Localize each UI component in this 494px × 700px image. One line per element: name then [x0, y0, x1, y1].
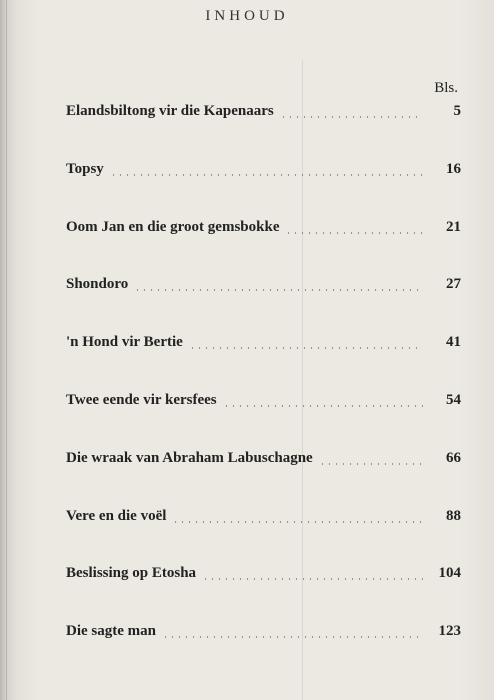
dot-leader — [110, 174, 423, 176]
toc-entry-title: Shondoro — [66, 276, 129, 293]
toc-entry-page: 41 — [446, 334, 461, 351]
page-gutter — [6, 0, 7, 700]
toc-entry-page: 104 — [438, 565, 461, 582]
table-of-contents — [66, 103, 461, 681]
dot-leader — [223, 405, 423, 407]
toc-entry — [66, 508, 461, 566]
toc-entry-page: 5 — [453, 103, 461, 119]
toc-entry-page: 123 — [438, 623, 461, 640]
dot-leader — [134, 289, 423, 291]
toc-entry-page: 66 — [446, 449, 461, 466]
dot-leader — [285, 232, 423, 234]
toc-entry-title: Elandsbiltong vir die Kapenaars — [66, 103, 274, 119]
toc-entry — [66, 392, 461, 450]
toc-entry-title: Die wraak van Abraham Labuschagne — [66, 449, 313, 466]
toc-entry-page: 27 — [446, 276, 461, 293]
toc-entry-title: Die sagte man — [66, 623, 156, 640]
toc-entry — [66, 334, 461, 392]
dot-leader — [172, 521, 423, 523]
toc-entry-title: Twee eende vir kersfees — [66, 391, 217, 408]
toc-entry — [66, 450, 461, 508]
toc-entry — [66, 103, 461, 161]
toc-entry-title: Topsy — [66, 160, 104, 177]
toc-entry-title: 'n Hond vir Bertie — [66, 334, 183, 351]
toc-entry-page: 16 — [446, 160, 461, 177]
toc-entry-page: 54 — [446, 391, 461, 408]
toc-entry — [66, 219, 461, 277]
page-column-label: Bls. — [434, 80, 458, 96]
toc-entry-title: Vere en die voël — [66, 507, 167, 524]
dot-leader — [189, 347, 423, 349]
toc-entry-title: Beslissing op Etosha — [66, 565, 197, 582]
dot-leader — [319, 463, 423, 465]
dot-leader — [280, 116, 423, 118]
toc-entry-page: 21 — [446, 218, 461, 235]
toc-entry — [66, 161, 461, 219]
toc-entry-title: Oom Jan en die groot gemsbokke — [66, 218, 280, 235]
dot-leader — [162, 636, 423, 638]
toc-entry — [66, 276, 461, 334]
toc-entry — [66, 623, 461, 681]
toc-heading: INHOUD — [205, 8, 289, 24]
toc-entry — [66, 565, 461, 623]
toc-entry-page: 88 — [446, 507, 461, 524]
dot-leader — [202, 578, 423, 580]
